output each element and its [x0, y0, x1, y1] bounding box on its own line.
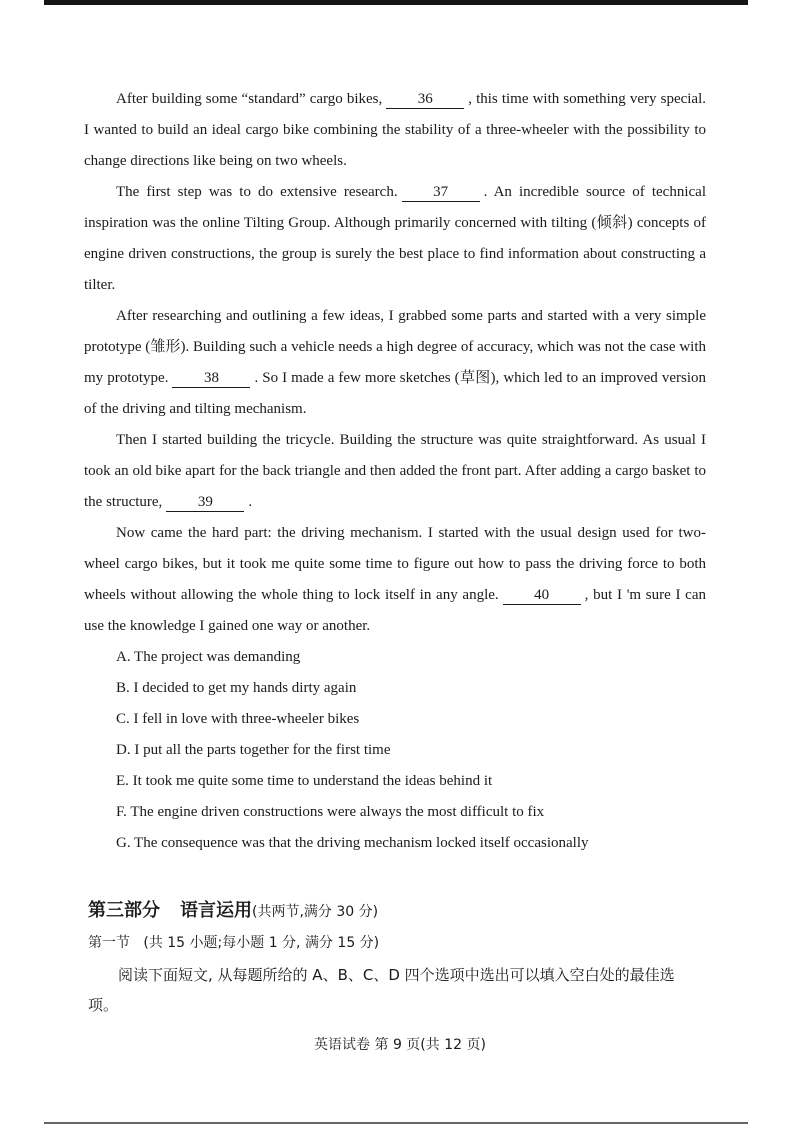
- blank-38: 38: [172, 369, 250, 388]
- section-part: 第三部分: [88, 900, 160, 921]
- passage: [84, 84, 706, 859]
- blank-36: 36: [386, 90, 464, 109]
- paragraph-4: [84, 425, 706, 518]
- subsection-name: 第一节: [88, 935, 130, 951]
- answer-options: [84, 642, 706, 859]
- option-a: A. The project was demanding: [116, 649, 301, 665]
- section-name: 语言运用: [180, 900, 252, 921]
- page-footer: 英语试卷 第 9 页(共 12 页): [314, 1037, 486, 1053]
- subsection-note: (共 15 小题;每小题 1 分, 满分 15 分): [143, 935, 380, 951]
- blank-37: 37: [402, 183, 480, 202]
- paragraph-1-text-before: After building some “standard” cargo bikes,: [116, 91, 383, 107]
- option-c: C. I fell in love with three-wheeler bikes: [116, 711, 360, 727]
- section-heading: [88, 896, 378, 922]
- option-d: D. I put all the parts together for the first time: [116, 742, 391, 758]
- paragraph-3: [84, 301, 706, 425]
- option-f: F. The engine driven constructions were always the most difficult to fix: [116, 804, 545, 820]
- paragraph-1: [84, 84, 706, 177]
- subsection-heading: [88, 932, 379, 952]
- paragraph-4-text-before: Then I started building the tricycle. Building the structure was quite straightforward. As usual I took an old bike apart for the back triangle and then added the front part. After adding a cargo basket to the structure,: [84, 432, 706, 510]
- paragraph-3-text-before: After researching and outlining a few ideas, I grabbed some parts and started with a very simple prototype (雏形). Building such a vehicle needs a high degree of accuracy, which was not the case with my prototype.: [84, 308, 706, 386]
- blank-40: 40: [503, 586, 581, 605]
- option-b: B. I decided to get my hands dirty again: [116, 680, 357, 696]
- paragraph-3-text-after: . So I made a few more sketches (草图), which led to an improved version of the driving and tilting mechanism.: [84, 370, 706, 417]
- paragraph-2: [84, 177, 706, 301]
- bottom-rule: [44, 1122, 748, 1124]
- paragraph-5-text-after: , but I 'm sure I can use the knowledge I gained one way or another.: [84, 587, 706, 634]
- instruction-text: 阅读下面短文, 从每题所给的 A、B、C、D 四个选项中选出可以填入空白处的最佳选项。: [88, 966, 675, 1014]
- paragraph-2-text-before: The first step was to do extensive research.: [116, 184, 398, 200]
- option-g: G. The consequence was that the driving mechanism locked itself occasionally: [116, 835, 589, 851]
- section-note: (共两节,满分 30 分): [252, 904, 379, 920]
- option-e: E. It took me quite some time to understand the ideas behind it: [116, 773, 493, 789]
- paragraph-5: [84, 518, 706, 642]
- paragraph-1-text-after: , this time with something very special. I wanted to build an ideal cargo bike combining the stability of a three-wheeler with the possibility to change directions like being on two wheels.: [84, 91, 706, 169]
- paragraph-4-text-after: .: [248, 494, 253, 510]
- paragraph-2-text-after: . An incredible source of technical inspiration was the online Tilting Group. Although primarily concerned with tilting (倾斜) concepts of engine driven constructions, the group is surely the best place to find information about constructing a tilter.: [84, 184, 706, 293]
- paragraph-5-text-before: Now came the hard part: the driving mechanism. I started with the usual design used for two-wheel cargo bikes, but it took me quite some time to figure out how to pass the driving force to both wheels without allowing the whole thing to lock itself in any angle.: [84, 525, 706, 603]
- top-rule: [44, 0, 748, 5]
- blank-39: 39: [166, 493, 244, 512]
